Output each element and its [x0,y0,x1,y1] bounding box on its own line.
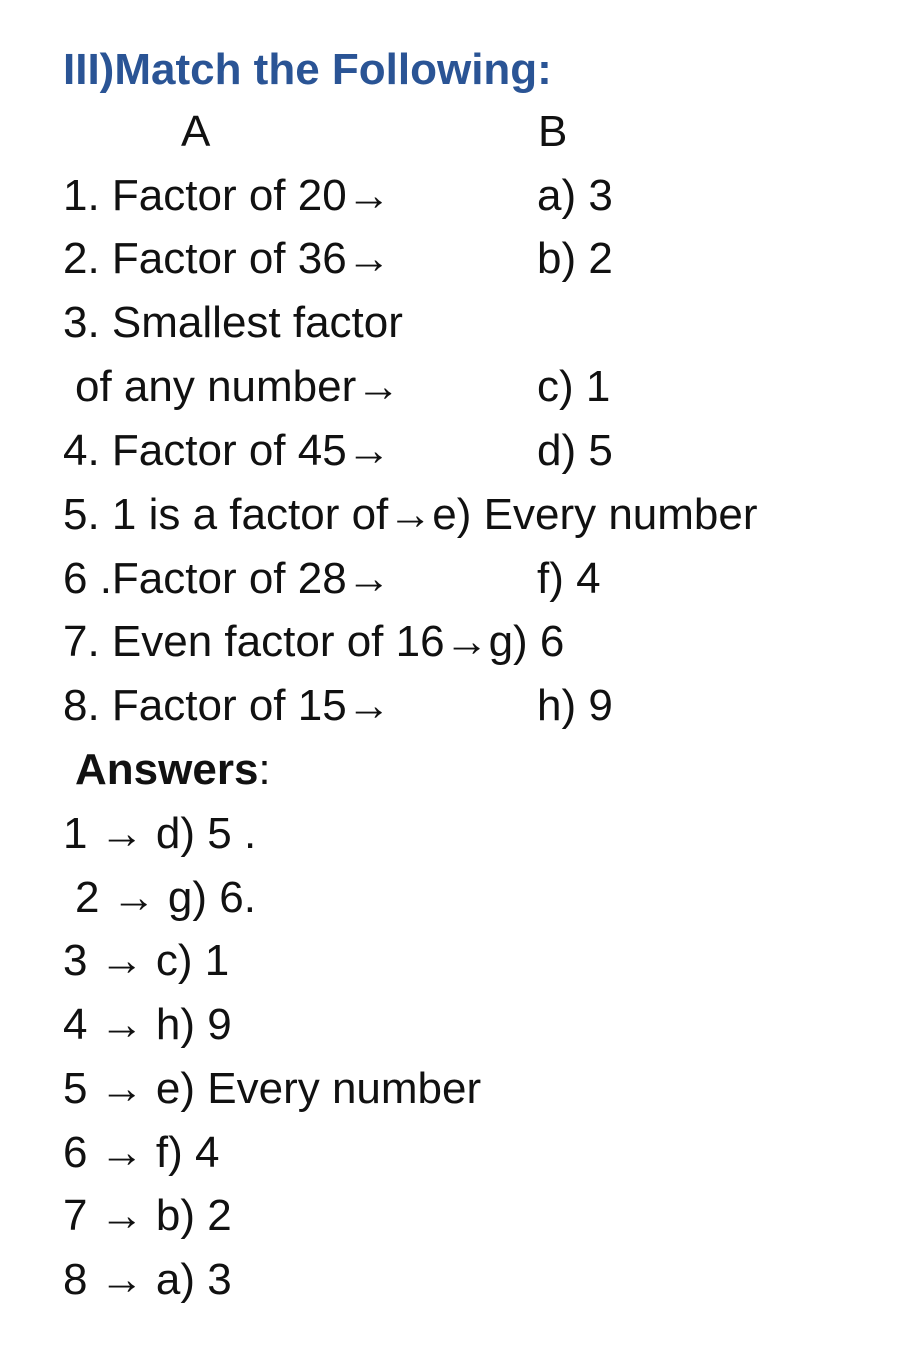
match-item-a-5: 5. 1 is a factor of→e) Every number [63,490,758,539]
answers-colon: : [258,745,271,794]
match-item-b-a: a) 3 [537,171,613,220]
section-heading: III)Match the Following: [63,45,552,94]
answer-item-6: 6 → f) 4 [63,1128,220,1177]
match-item-a-1: 1. Factor of 20→ [63,171,391,220]
answer-item-5: 5 → e) Every number [63,1064,482,1113]
answer-item-3: 3 → c) 1 [63,936,230,985]
answer-item-8: 8 → a) 3 [63,1255,232,1304]
match-item-a-8: 8. Factor of 15→ [63,681,391,730]
match-item-a-3-cont: of any number→ [75,362,401,411]
match-item-a-4: 4. Factor of 45→ [63,426,391,475]
match-item-b-h: h) 9 [537,681,613,730]
match-item-b-b: b) 2 [537,234,613,283]
match-item-b-f: f) 4 [537,554,601,603]
match-item-b-d: d) 5 [537,426,613,475]
answer-item-2: 2 → g) 6. [75,873,256,922]
answer-item-4: 4 → h) 9 [63,1000,232,1049]
match-item-b-c: c) 1 [537,362,611,411]
answers-label: Answers [75,745,259,794]
answer-item-1: 1 → d) 5 . [63,809,257,858]
column-a-header: A [181,107,211,156]
answers-heading [75,742,271,798]
match-item-a-2: 2. Factor of 36→ [63,234,391,283]
match-item-a-7: 7. Even factor of 16→g) 6 [63,617,565,666]
match-item-a-3: 3. Smallest factor [63,298,403,347]
match-item-a-6: 6 .Factor of 28→ [63,554,391,603]
column-b-header: B [538,107,568,156]
answer-item-7: 7 → b) 2 [63,1191,232,1240]
